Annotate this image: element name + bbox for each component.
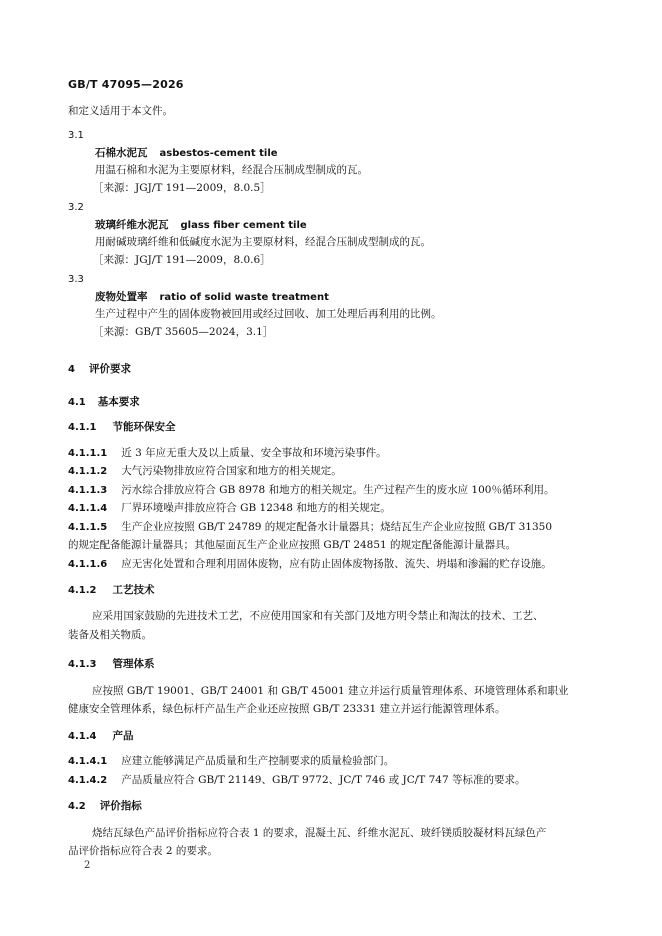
term-zh: 废物处置率 bbox=[95, 291, 148, 303]
clause-number: 4.1.1.2 bbox=[68, 466, 108, 477]
intro-line: 和定义适用于本文件。 bbox=[68, 105, 173, 117]
clause-item bbox=[68, 445, 387, 462]
clause-text: 厂界环境噪声排放应符合 GB 12348 和地方的相关规定。 bbox=[121, 502, 391, 514]
clause-text: 应无害化处置和合理利用固体废物，应有防止固体废物扬散、流失、坍塌和渗漏的贮存设施。 bbox=[121, 558, 552, 570]
clause-item bbox=[68, 772, 526, 789]
term-title bbox=[95, 145, 278, 162]
term-number: 3.1 bbox=[68, 130, 84, 141]
term-zh: 玻璃纤维水泥瓦 bbox=[95, 219, 169, 231]
subsection-number: 4.1 bbox=[68, 397, 86, 408]
clause-number: 4.1.1.1 bbox=[68, 448, 108, 459]
subsection-number: 4.1.1 bbox=[68, 422, 97, 433]
term-source: ［来源：JGJ/T 191—2009，8.0.5］ bbox=[93, 182, 271, 194]
clause-number: 4.1.1.3 bbox=[68, 485, 108, 496]
paragraph-line: 烧结瓦绿色产品评价指标应符合表 1 的要求，混凝土瓦、纤维水泥瓦、玻纤镁质胶凝材料瓦绿色产 bbox=[92, 827, 547, 839]
clause-continuation: 的规定配备能源计量器具；其他屋面瓦生产企业应按照 GB/T 24851 的规定配备能源计量器具。 bbox=[68, 539, 517, 551]
term-number: 3.2 bbox=[68, 202, 84, 213]
subsection-title: 评价指标 bbox=[99, 800, 142, 812]
clause-text: 生产企业应按照 GB/T 24789 的规定配备水计量器具；烧结瓦生产企业应按照 GB/T 31350 bbox=[121, 521, 553, 533]
section-heading bbox=[68, 361, 131, 378]
subsection-title: 基本要求 bbox=[97, 396, 140, 408]
term-en: asbestos-cement tile bbox=[159, 148, 278, 159]
subsection-title: 工艺技术 bbox=[112, 584, 155, 596]
term-number: 3.3 bbox=[68, 274, 84, 285]
paragraph-line: 品评价指标应符合表 2 的要求。 bbox=[68, 845, 218, 857]
clause-item bbox=[68, 500, 391, 517]
clause-item bbox=[68, 519, 552, 536]
term-zh: 石棉水泥瓦 bbox=[95, 147, 148, 159]
term-title bbox=[95, 289, 329, 306]
subsection-number: 4.1.2 bbox=[68, 585, 97, 596]
clause-number: 4.1.1.5 bbox=[68, 522, 108, 533]
clause-number: 4.1.1.6 bbox=[68, 559, 108, 570]
clause-text: 大气污染物排放应符合国家和地方的相关规定。 bbox=[121, 465, 342, 477]
term-definition: 用耐碱玻璃纤维和低碱度水泥为主要原材料，经混合压制成型制成的瓦。 bbox=[95, 236, 431, 248]
clause-item bbox=[68, 753, 394, 770]
subsection-title: 节能环保安全 bbox=[112, 421, 176, 433]
subsection-heading bbox=[68, 798, 142, 815]
term-source: ［来源：JGJ/T 191—2009，8.0.6］ bbox=[93, 254, 271, 266]
term-definition: 生产过程中产生的固体废物被回用或经过回收、加工处理后再利用的比例。 bbox=[95, 308, 442, 320]
clause-text: 污水综合排放应符合 GB 8978 和地方的相关规定。生产过程产生的废水应 100％循环利用。 bbox=[121, 484, 555, 496]
clause-text: 近 3 年应无重大及以上质量、安全事故和环境污染事件。 bbox=[121, 447, 387, 459]
clause-number: 4.1.4.2 bbox=[68, 775, 108, 786]
paragraph-line: 健康安全管理体系，绿色标杆产品生产企业还应按照 GB/T 23331 建立并运行能源管理体系。 bbox=[68, 703, 506, 715]
term-source: ［来源：GB/T 35605—2024，3.1］ bbox=[93, 326, 274, 338]
subsection-heading bbox=[68, 728, 133, 745]
clause-number: 4.1.1.4 bbox=[68, 503, 108, 514]
term-en: glass fiber cement tile bbox=[180, 220, 307, 231]
clause-item bbox=[68, 463, 342, 480]
subsection-heading bbox=[68, 394, 140, 411]
section-title: 评价要求 bbox=[88, 363, 131, 375]
subsection-number: 4.1.4 bbox=[68, 731, 97, 742]
clause-text: 应建立能够满足产品质量和生产控制要求的质量检验部门。 bbox=[121, 755, 395, 767]
subsection-heading bbox=[68, 656, 154, 673]
subsection-title: 管理体系 bbox=[112, 658, 155, 670]
page-number: 2 bbox=[84, 860, 91, 871]
section-number: 4 bbox=[68, 364, 75, 375]
term-en: ratio of solid waste treatment bbox=[159, 292, 329, 303]
subsection-heading bbox=[68, 582, 154, 599]
clause-item bbox=[68, 556, 552, 573]
subsection-number: 4.2 bbox=[68, 801, 86, 812]
term-definition: 用温石棉和水泥为主要原材料，经混合压制成型制成的瓦。 bbox=[95, 164, 368, 176]
paragraph-line: 装备及相关物质。 bbox=[68, 629, 152, 641]
clause-item bbox=[68, 482, 554, 499]
clause-text: 产品质量应符合 GB/T 21149、GB/T 9772、JC/T 746 或 JC/T 747 等标准的要求。 bbox=[121, 774, 526, 786]
subsection-number: 4.1.3 bbox=[68, 659, 97, 670]
paragraph-line: 应采用国家鼓励的先进技术工艺，不应使用国家和有关部门及地方明令禁止和淘汰的技术、工艺、 bbox=[92, 610, 544, 622]
subsection-title: 产品 bbox=[112, 730, 134, 742]
term-title bbox=[95, 217, 307, 234]
clause-number: 4.1.4.1 bbox=[68, 756, 108, 767]
standard-code-header: GB/T 47095—2026 bbox=[68, 78, 184, 91]
subsection-heading bbox=[68, 419, 175, 436]
paragraph-line: 应按照 GB/T 19001、GB/T 24001 和 GB/T 45001 建立并运行质量管理体系、环境管理体系和职业 bbox=[92, 685, 569, 697]
